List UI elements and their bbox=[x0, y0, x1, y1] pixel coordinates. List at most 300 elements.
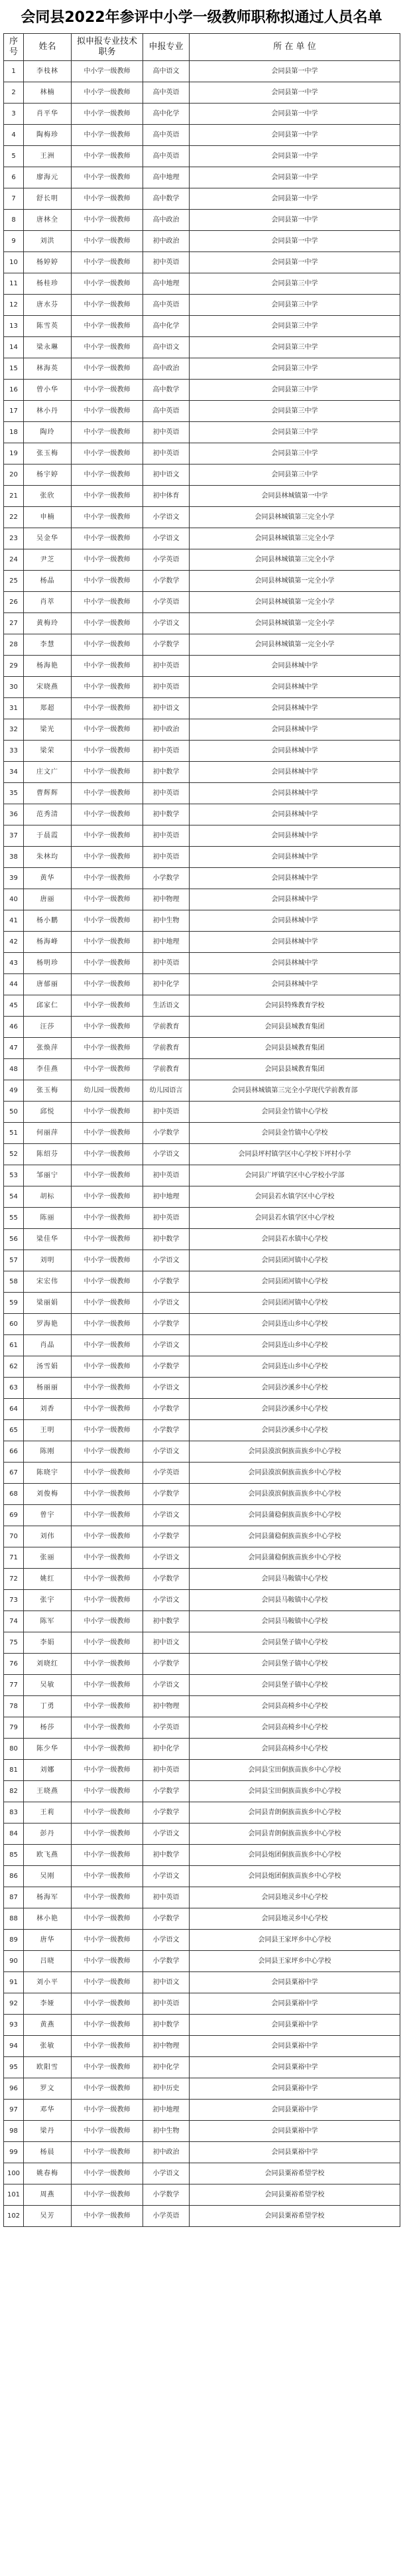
subject: 初中英语 bbox=[143, 825, 190, 847]
row-number: 91 bbox=[4, 1972, 24, 1993]
row-number: 13 bbox=[4, 316, 24, 337]
position-title: 中小学一级教师 bbox=[72, 1632, 143, 1654]
teacher-name: 庄文广 bbox=[24, 762, 72, 783]
school-unit: 会同县连山乡中心学校 bbox=[190, 1314, 400, 1335]
school-unit: 会同县林城镇第一完全小学 bbox=[190, 571, 400, 592]
position-title: 中小学一级教师 bbox=[72, 974, 143, 995]
row-number: 39 bbox=[4, 868, 24, 889]
school-unit: 会同县第三中学 bbox=[190, 273, 400, 295]
school-unit: 会同县广坪镇学区中心学校小学部 bbox=[190, 1165, 400, 1186]
table-row bbox=[4, 592, 400, 613]
subject: 小学数学 bbox=[143, 868, 190, 889]
school-unit: 会同县林城中学 bbox=[190, 656, 400, 677]
subject: 小学数学 bbox=[143, 1271, 190, 1293]
subject: 初中语文 bbox=[143, 1632, 190, 1654]
subject: 小学数学 bbox=[143, 1569, 190, 1590]
subject: 初中政治 bbox=[143, 231, 190, 252]
subject: 初中历史 bbox=[143, 2078, 190, 2100]
position-title: 中小学一级教师 bbox=[72, 507, 143, 528]
teacher-name: 刘伟 bbox=[24, 1526, 72, 1547]
row-number: 7 bbox=[4, 188, 24, 210]
position-title: 中小学一级教师 bbox=[72, 486, 143, 507]
subject: 初中语文 bbox=[143, 465, 190, 486]
subject: 初中英语 bbox=[143, 677, 190, 698]
teacher-name: 邹丽宁 bbox=[24, 1165, 72, 1186]
table-row bbox=[4, 549, 400, 571]
subject: 小学语文 bbox=[143, 1866, 190, 1887]
table-row bbox=[4, 273, 400, 295]
teacher-name: 姚红 bbox=[24, 1569, 72, 1590]
teacher-name: 曹辉辉 bbox=[24, 783, 72, 804]
row-number: 9 bbox=[4, 231, 24, 252]
row-number: 61 bbox=[4, 1335, 24, 1356]
row-number: 25 bbox=[4, 571, 24, 592]
school-unit: 会同县蒲稳侗族苗族乡中心学校 bbox=[190, 1526, 400, 1547]
row-number: 86 bbox=[4, 1866, 24, 1887]
position-title: 中小学一级教师 bbox=[72, 380, 143, 401]
table-row bbox=[4, 2121, 400, 2142]
row-number: 53 bbox=[4, 1165, 24, 1186]
school-unit: 会同县林城中学 bbox=[190, 868, 400, 889]
school-unit: 会同县第一中学 bbox=[190, 252, 400, 273]
position-title: 中小学一级教师 bbox=[72, 1208, 143, 1229]
row-number: 42 bbox=[4, 932, 24, 953]
row-number: 27 bbox=[4, 613, 24, 634]
teacher-name: 张玉梅 bbox=[24, 443, 72, 465]
teacher-name: 林楠 bbox=[24, 82, 72, 104]
row-number: 35 bbox=[4, 783, 24, 804]
table-row bbox=[4, 1420, 400, 1441]
subject: 小学英语 bbox=[143, 1717, 190, 1739]
table-row bbox=[4, 2078, 400, 2100]
subject: 初中语文 bbox=[143, 1972, 190, 1993]
position-title: 中小学一级教师 bbox=[72, 188, 143, 210]
school-unit: 会同县团河镇中心学校 bbox=[190, 1293, 400, 1314]
table-row bbox=[4, 1208, 400, 1229]
teacher-name: 曾宇 bbox=[24, 1505, 72, 1526]
subject: 小学语文 bbox=[143, 1930, 190, 1951]
row-number: 63 bbox=[4, 1378, 24, 1399]
subject: 小学语文 bbox=[143, 1824, 190, 1845]
school-unit: 会同县林城镇第一完全小学 bbox=[190, 634, 400, 656]
position-title: 中小学一级教师 bbox=[72, 125, 143, 146]
teacher-name: 朱林均 bbox=[24, 847, 72, 868]
row-number: 14 bbox=[4, 337, 24, 358]
teacher-name: 罗文 bbox=[24, 2078, 72, 2100]
subject: 高中英语 bbox=[143, 295, 190, 316]
subject: 生活语文 bbox=[143, 995, 190, 1017]
position-title: 中小学一级教师 bbox=[72, 2206, 143, 2227]
row-number: 82 bbox=[4, 1781, 24, 1802]
row-number: 70 bbox=[4, 1526, 24, 1547]
position-title: 中小学一级教师 bbox=[72, 804, 143, 825]
school-unit: 会同县县城教育集团 bbox=[190, 1059, 400, 1080]
subject: 学前教育 bbox=[143, 1038, 190, 1059]
school-unit: 会同县团河镇中心学校 bbox=[190, 1271, 400, 1293]
school-unit: 会同县第一中学 bbox=[190, 167, 400, 188]
table-row bbox=[4, 932, 400, 953]
teacher-name: 梁佳华 bbox=[24, 1229, 72, 1250]
school-unit: 会同县林城中学 bbox=[190, 974, 400, 995]
teacher-name: 刘晓红 bbox=[24, 1654, 72, 1675]
table-row bbox=[4, 1165, 400, 1186]
position-title: 中小学一级教师 bbox=[72, 549, 143, 571]
table-row bbox=[4, 1569, 400, 1590]
position-title: 中小学一级教师 bbox=[72, 1845, 143, 1866]
teacher-name: 宋宏伟 bbox=[24, 1271, 72, 1293]
subject: 高中地理 bbox=[143, 167, 190, 188]
teacher-name: 杨莎 bbox=[24, 1717, 72, 1739]
position-title: 中小学一级教师 bbox=[72, 1717, 143, 1739]
teacher-name: 尹芝 bbox=[24, 549, 72, 571]
teacher-name: 杨明珍 bbox=[24, 953, 72, 974]
subject: 高中英语 bbox=[143, 401, 190, 422]
school-unit: 会同县县城教育集团 bbox=[190, 1017, 400, 1038]
teacher-name: 邓华 bbox=[24, 2100, 72, 2121]
teacher-name: 林海英 bbox=[24, 358, 72, 380]
row-number: 85 bbox=[4, 1845, 24, 1866]
table-row bbox=[4, 1590, 400, 1611]
school-unit: 会同县县城教育集团 bbox=[190, 1038, 400, 1059]
position-title: 中小学一级教师 bbox=[72, 1059, 143, 1080]
row-number: 26 bbox=[4, 592, 24, 613]
position-title: 中小学一级教师 bbox=[72, 1908, 143, 1930]
position-title: 中小学一级教师 bbox=[72, 2057, 143, 2078]
position-title: 中小学一级教师 bbox=[72, 1314, 143, 1335]
row-number: 87 bbox=[4, 1887, 24, 1908]
position-title: 中小学一级教师 bbox=[72, 783, 143, 804]
table-row bbox=[4, 762, 400, 783]
teacher-name: 张玉梅 bbox=[24, 1080, 72, 1102]
header-position: 拟申报专业技术职务 bbox=[72, 34, 143, 61]
subject: 初中化学 bbox=[143, 2057, 190, 2078]
table-row bbox=[4, 1293, 400, 1314]
row-number: 90 bbox=[4, 1951, 24, 1972]
table-row bbox=[4, 528, 400, 549]
teacher-name: 吴刚 bbox=[24, 1866, 72, 1887]
table-row bbox=[4, 847, 400, 868]
position-title: 中小学一级教师 bbox=[72, 1930, 143, 1951]
row-number: 17 bbox=[4, 401, 24, 422]
position-title: 中小学一级教师 bbox=[72, 953, 143, 974]
school-unit: 会同县第一中学 bbox=[190, 146, 400, 167]
school-unit: 会同县沙溪乡中心学校 bbox=[190, 1420, 400, 1441]
position-title: 中小学一级教师 bbox=[72, 868, 143, 889]
table-row bbox=[4, 1887, 400, 1908]
row-number: 67 bbox=[4, 1463, 24, 1484]
teacher-name: 林小艳 bbox=[24, 1908, 72, 1930]
subject: 高中地理 bbox=[143, 273, 190, 295]
row-number: 100 bbox=[4, 2163, 24, 2184]
teacher-name: 范秀清 bbox=[24, 804, 72, 825]
position-title: 中小学一级教师 bbox=[72, 1802, 143, 1824]
table-row bbox=[4, 2163, 400, 2184]
subject: 初中英语 bbox=[143, 252, 190, 273]
table-row bbox=[4, 1059, 400, 1080]
position-title: 中小学一级教师 bbox=[72, 104, 143, 125]
row-number: 24 bbox=[4, 549, 24, 571]
school-unit: 会同县粟裕希望学校 bbox=[190, 2206, 400, 2227]
table-row bbox=[4, 783, 400, 804]
position-title: 中小学一级教师 bbox=[72, 656, 143, 677]
table-row bbox=[4, 2184, 400, 2206]
teacher-name: 丁勇 bbox=[24, 1696, 72, 1717]
page-title: 会同县2022年参评中小学一级教师职称拟通过人员名单 bbox=[21, 9, 382, 26]
table-row bbox=[4, 422, 400, 443]
teacher-name: 杨小鹏 bbox=[24, 910, 72, 932]
subject: 初中生物 bbox=[143, 2121, 190, 2142]
row-number: 32 bbox=[4, 719, 24, 741]
table-row bbox=[4, 1972, 400, 1993]
teacher-name: 王明 bbox=[24, 1420, 72, 1441]
position-title: 中小学一级教师 bbox=[72, 1547, 143, 1569]
row-number: 72 bbox=[4, 1569, 24, 1590]
position-title: 中小学一级教师 bbox=[72, 528, 143, 549]
subject: 初中数学 bbox=[143, 1229, 190, 1250]
school-unit: 会同县林城中学 bbox=[190, 783, 400, 804]
subject: 小学语文 bbox=[143, 1505, 190, 1526]
teacher-name: 吴金华 bbox=[24, 528, 72, 549]
subject: 学前教育 bbox=[143, 1017, 190, 1038]
school-unit: 会同县漠滨侗族苗族乡中心学校 bbox=[190, 1441, 400, 1463]
position-title: 中小学一级教师 bbox=[72, 762, 143, 783]
position-title: 中小学一级教师 bbox=[72, 719, 143, 741]
subject: 小学语文 bbox=[143, 613, 190, 634]
teacher-name: 杨桂珍 bbox=[24, 273, 72, 295]
position-title: 中小学一级教师 bbox=[72, 1463, 143, 1484]
row-number: 66 bbox=[4, 1441, 24, 1463]
school-unit: 会同县林城中学 bbox=[190, 804, 400, 825]
teacher-name: 曾小华 bbox=[24, 380, 72, 401]
teacher-name: 陈刚 bbox=[24, 1441, 72, 1463]
subject: 小学数学 bbox=[143, 1123, 190, 1144]
row-number: 97 bbox=[4, 2100, 24, 2121]
position-title: 中小学一级教师 bbox=[72, 592, 143, 613]
position-title: 中小学一级教师 bbox=[72, 2100, 143, 2121]
row-number: 101 bbox=[4, 2184, 24, 2206]
table-row bbox=[4, 1378, 400, 1399]
teacher-name: 陈晓宇 bbox=[24, 1463, 72, 1484]
school-unit: 会同县粟裕中学 bbox=[190, 2142, 400, 2163]
row-number: 74 bbox=[4, 1611, 24, 1632]
table-row bbox=[4, 1696, 400, 1717]
subject: 初中英语 bbox=[143, 1887, 190, 1908]
table-row bbox=[4, 1717, 400, 1739]
teacher-name: 杨晶 bbox=[24, 571, 72, 592]
position-title: 中小学一级教师 bbox=[72, 167, 143, 188]
subject: 初中英语 bbox=[143, 847, 190, 868]
school-unit: 会同县粟裕中学 bbox=[190, 2078, 400, 2100]
subject: 初中地理 bbox=[143, 2100, 190, 2121]
row-number: 2 bbox=[4, 82, 24, 104]
position-title: 中小学一级教师 bbox=[72, 337, 143, 358]
school-unit: 会同县第三中学 bbox=[190, 443, 400, 465]
school-unit: 会同县若水镇学区中心学校 bbox=[190, 1186, 400, 1208]
row-number: 59 bbox=[4, 1293, 24, 1314]
row-number: 77 bbox=[4, 1675, 24, 1696]
row-number: 96 bbox=[4, 2078, 24, 2100]
header-subject: 申报专业 bbox=[143, 34, 190, 61]
teacher-name: 唐郁丽 bbox=[24, 974, 72, 995]
school-unit: 会同县炮团侗族苗族乡中心学校 bbox=[190, 1866, 400, 1887]
header-name: 姓名 bbox=[24, 34, 72, 61]
subject: 小学数学 bbox=[143, 1781, 190, 1802]
school-unit: 会同县林城中学 bbox=[190, 825, 400, 847]
subject: 初中英语 bbox=[143, 422, 190, 443]
subject: 高中英语 bbox=[143, 82, 190, 104]
position-title: 中小学一级教师 bbox=[72, 61, 143, 82]
subject: 小学英语 bbox=[143, 2206, 190, 2227]
subject: 小学数学 bbox=[143, 1802, 190, 1824]
subject: 初中数学 bbox=[143, 804, 190, 825]
subject: 高中语文 bbox=[143, 61, 190, 82]
subject: 高中数学 bbox=[143, 380, 190, 401]
subject: 初中英语 bbox=[143, 1993, 190, 2015]
row-number: 51 bbox=[4, 1123, 24, 1144]
row-number: 1 bbox=[4, 61, 24, 82]
school-unit: 会同县林城镇第三完全小学现代学前教育部 bbox=[190, 1080, 400, 1102]
row-number: 79 bbox=[4, 1717, 24, 1739]
row-number: 68 bbox=[4, 1484, 24, 1505]
row-number: 12 bbox=[4, 295, 24, 316]
school-unit: 会同县王家坪乡中心学校 bbox=[190, 1951, 400, 1972]
school-unit: 会同县粟裕中学 bbox=[190, 1972, 400, 1993]
subject: 小学英语 bbox=[143, 1463, 190, 1484]
table-row bbox=[4, 868, 400, 889]
subject: 小学语文 bbox=[143, 1675, 190, 1696]
school-unit: 会同县金竹镇中心学校 bbox=[190, 1123, 400, 1144]
school-unit: 会同县沙溪乡中心学校 bbox=[190, 1399, 400, 1420]
row-number: 20 bbox=[4, 465, 24, 486]
subject: 小学语文 bbox=[143, 1590, 190, 1611]
position-title: 中小学一级教师 bbox=[72, 1229, 143, 1250]
teacher-name: 吴敏 bbox=[24, 1675, 72, 1696]
table-row bbox=[4, 2015, 400, 2036]
position-title: 中小学一级教师 bbox=[72, 847, 143, 868]
subject: 小学数学 bbox=[143, 1526, 190, 1547]
teacher-name: 梁荣 bbox=[24, 741, 72, 762]
subject: 初中英语 bbox=[143, 1165, 190, 1186]
school-unit: 会同县第一中学 bbox=[190, 210, 400, 231]
row-number: 75 bbox=[4, 1632, 24, 1654]
table-row bbox=[4, 358, 400, 380]
subject: 初中英语 bbox=[143, 1760, 190, 1781]
school-unit: 会同县粟裕希望学校 bbox=[190, 2184, 400, 2206]
school-unit: 会同县地灵乡中心学校 bbox=[190, 1887, 400, 1908]
position-title: 中小学一级教师 bbox=[72, 910, 143, 932]
school-unit: 会同县第三中学 bbox=[190, 401, 400, 422]
subject: 高中政治 bbox=[143, 210, 190, 231]
row-number: 4 bbox=[4, 125, 24, 146]
subject: 初中英语 bbox=[143, 1102, 190, 1123]
subject: 小学语文 bbox=[143, 1378, 190, 1399]
position-title: 中小学一级教师 bbox=[72, 316, 143, 337]
school-unit: 会同县粟裕中学 bbox=[190, 2121, 400, 2142]
subject: 初中英语 bbox=[143, 443, 190, 465]
table-row bbox=[4, 1250, 400, 1271]
subject: 初中物理 bbox=[143, 2036, 190, 2057]
position-title: 中小学一级教师 bbox=[72, 1824, 143, 1845]
row-number: 19 bbox=[4, 443, 24, 465]
subject: 小学数学 bbox=[143, 634, 190, 656]
position-title: 中小学一级教师 bbox=[72, 2015, 143, 2036]
school-unit: 会同县粟裕中学 bbox=[190, 2036, 400, 2057]
subject: 高中英语 bbox=[143, 146, 190, 167]
teacher-name: 张焕萍 bbox=[24, 1038, 72, 1059]
row-number: 94 bbox=[4, 2036, 24, 2057]
school-unit: 会同县林城中学 bbox=[190, 762, 400, 783]
teacher-name: 于晨霞 bbox=[24, 825, 72, 847]
table-row bbox=[4, 634, 400, 656]
school-unit: 会同县第一中学 bbox=[190, 104, 400, 125]
subject: 小学语文 bbox=[143, 1293, 190, 1314]
row-number: 43 bbox=[4, 953, 24, 974]
teacher-name: 张敏 bbox=[24, 2036, 72, 2057]
table-row bbox=[4, 1399, 400, 1420]
row-number: 45 bbox=[4, 995, 24, 1017]
position-title: 中小学一级教师 bbox=[72, 2184, 143, 2206]
subject: 初中英语 bbox=[143, 741, 190, 762]
school-unit: 会同县地灵乡中心学校 bbox=[190, 1908, 400, 1930]
table-row bbox=[4, 1017, 400, 1038]
position-title: 中小学一级教师 bbox=[72, 210, 143, 231]
subject: 初中数学 bbox=[143, 2015, 190, 2036]
table-row bbox=[4, 1526, 400, 1547]
table-row bbox=[4, 210, 400, 231]
table-row bbox=[4, 82, 400, 104]
table-row bbox=[4, 974, 400, 995]
position-title: 中小学一级教师 bbox=[72, 1951, 143, 1972]
table-row bbox=[4, 2057, 400, 2078]
position-title: 中小学一级教师 bbox=[72, 2036, 143, 2057]
position-title: 中小学一级教师 bbox=[72, 295, 143, 316]
table-row bbox=[4, 316, 400, 337]
table-row bbox=[4, 1505, 400, 1526]
school-unit: 会同县金竹镇中心学校 bbox=[190, 1102, 400, 1123]
position-title: 中小学一级教师 bbox=[72, 231, 143, 252]
position-title: 中小学一级教师 bbox=[72, 1441, 143, 1463]
school-unit: 会同县第三中学 bbox=[190, 380, 400, 401]
teacher-name: 张丽 bbox=[24, 1547, 72, 1569]
position-title: 中小学一级教师 bbox=[72, 741, 143, 762]
school-unit: 会同县第三中学 bbox=[190, 465, 400, 486]
row-number: 60 bbox=[4, 1314, 24, 1335]
row-number: 89 bbox=[4, 1930, 24, 1951]
school-unit: 会同县林城中学 bbox=[190, 910, 400, 932]
table-row bbox=[4, 1229, 400, 1250]
position-title: 中小学一级教师 bbox=[72, 1569, 143, 1590]
teacher-name: 何丽萍 bbox=[24, 1123, 72, 1144]
teacher-name: 汪莎 bbox=[24, 1017, 72, 1038]
teacher-name: 梁丽娟 bbox=[24, 1293, 72, 1314]
teacher-name: 梁永琳 bbox=[24, 337, 72, 358]
teacher-name: 陈绍芬 bbox=[24, 1144, 72, 1165]
teacher-name: 黄梅玲 bbox=[24, 613, 72, 634]
teacher-name: 唐丽 bbox=[24, 889, 72, 910]
row-number: 92 bbox=[4, 1993, 24, 2015]
table-row bbox=[4, 1632, 400, 1654]
row-number: 76 bbox=[4, 1654, 24, 1675]
teacher-name: 黄华 bbox=[24, 868, 72, 889]
school-unit: 会同县林城中学 bbox=[190, 847, 400, 868]
teacher-name: 李佳燕 bbox=[24, 1059, 72, 1080]
position-title: 中小学一级教师 bbox=[72, 1505, 143, 1526]
position-title: 中小学一级教师 bbox=[72, 1271, 143, 1293]
teacher-name: 李娟 bbox=[24, 1632, 72, 1654]
school-unit: 会同县高椅乡中心学校 bbox=[190, 1696, 400, 1717]
school-unit: 会同县粟裕中学 bbox=[190, 2100, 400, 2121]
school-unit: 会同县沙溪乡中心学校 bbox=[190, 1378, 400, 1399]
